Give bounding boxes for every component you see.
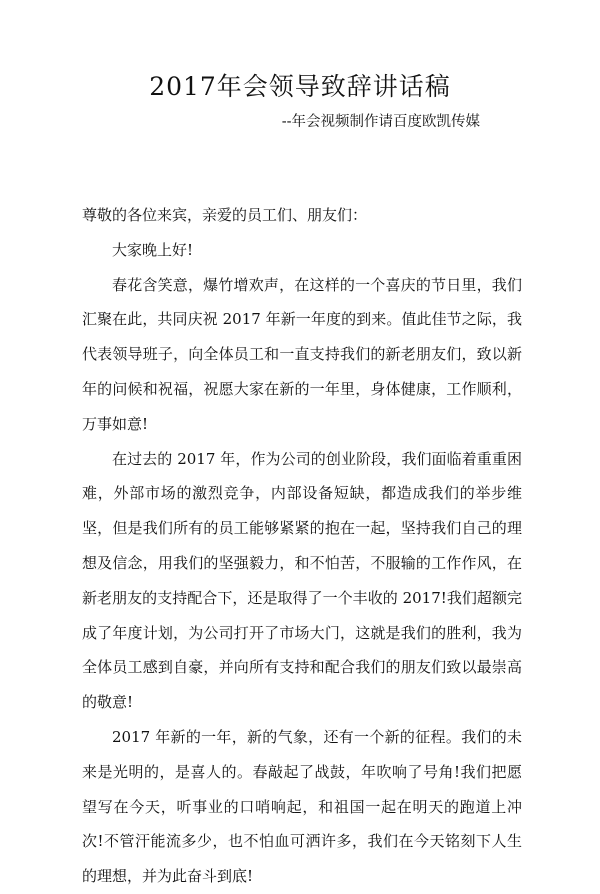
document-title: 2017年会领导致辞讲话稿 (149, 72, 451, 101)
document-subtitle: --年会视频制作请百度欧凯传媒 (281, 114, 480, 130)
paragraph-greeting: 大家晚上好! (112, 240, 194, 259)
paragraph-outlook: 2017 年新的一年，新的气象，还有一个新的征程。我们的未来是光明的，是喜人的。春敲起了战鼓，年吹响了号角!我们把愿望写在今天，听事业的口哨响起，和祖国一起在明天的跑道上冲次!不管汗能流多少，也不怕血可洒许多，我们在今天铭刻下人生的理想，并为此奋斗到底! (82, 727, 522, 886)
paragraph-celebration: 春花含笑意，爆竹增欢声，在这样的一个喜庆的节日里，我们汇聚在此，共同庆祝 2017 年新一年度的到来。值此佳节之际，我代表领导班子，向全体员工和一直支持我们的新老朋友们，致以新年的问候和祝福，祝愿大家在新的一年里，身体健康，工作顺利，万事如意! (82, 275, 522, 433)
document-body (82, 198, 522, 894)
salutation: 尊敬的各位来宾，亲爱的员工们、朋友们： (82, 206, 368, 224)
paragraph-review: 在过去的 2017 年，作为公司的创业阶段，我们面临着重重困难，外部市场的激烈竞争，内部设备短缺，都造成我们的举步维坚，但是我们所有的员工能够紧紧的抱在一起，坚持我们自己的理想及信念，用我们的坚强毅力，和不怕苦，不服输的工作作风，在新老朋友的支持配合下，还是取得了一个丰收的 2017!我们超额完成了年度计划，为公司打开了市场大门，这就是我们的胜利，我为全体员工感到自豪，并向所有支持和配合我们的朋友们致以最崇高的敬意! (82, 449, 522, 712)
